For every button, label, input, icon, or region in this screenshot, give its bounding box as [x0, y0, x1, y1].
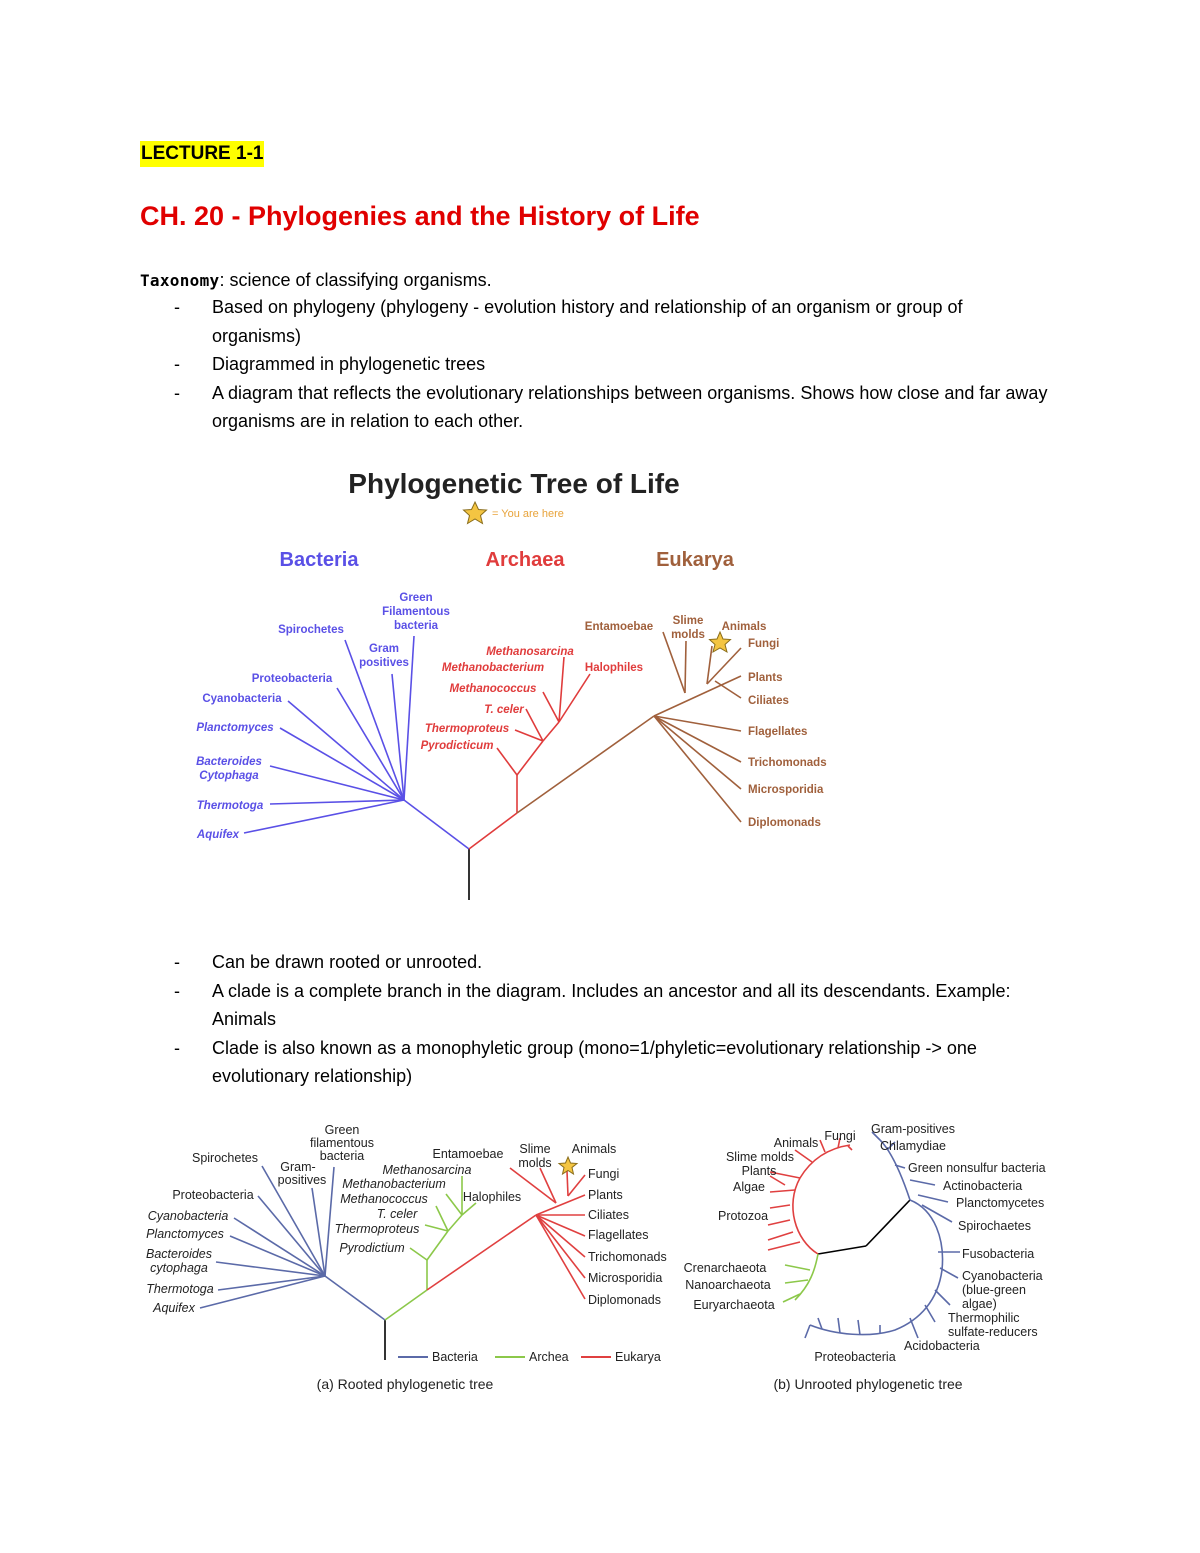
ut-cyanobacteria-2: (blue-green	[962, 1283, 1026, 1297]
ut-fusobacteria: Fusobacteria	[962, 1247, 1035, 1261]
tol-thermoproteus: Thermoproteus	[424, 723, 510, 735]
tol-flagellates: Flagellates	[748, 726, 808, 738]
dash-icon: -	[174, 980, 180, 1001]
rt-methanococcus: Methanococcus	[340, 1192, 428, 1206]
tol-gram-positives-1: Gram	[368, 643, 400, 655]
ut-acidobacteria: Acidobacteria	[904, 1339, 980, 1353]
ut-plants: Plants	[741, 1164, 777, 1178]
rt-green-filamentous-2: filamentous	[310, 1136, 374, 1150]
tol-t-celer: T. celer	[484, 704, 524, 716]
tol-proteobacteria: Proteobacteria	[251, 673, 333, 685]
dash-icon: -	[174, 354, 180, 374]
rt-t-celer: T. celer	[376, 1207, 418, 1221]
tol-ciliates: Ciliates	[748, 695, 789, 707]
rt-pyrodicticum: Pyrodictium	[339, 1241, 405, 1255]
rt-microsporidia: Microsporidia	[588, 1271, 663, 1285]
rt-thermoproteus: Thermoproteus	[334, 1222, 420, 1236]
ut-animals: Animals	[773, 1136, 819, 1150]
legend-archaea-label: Archea	[529, 1350, 569, 1364]
chapter-title: CH. 20 - Phylogenies and the History of Life	[140, 201, 700, 231]
rt-thermotoga: Thermotoga	[146, 1282, 214, 1296]
domain-archaea-label: Archaea	[485, 549, 565, 571]
rt-diplomonads: Diplomonads	[588, 1293, 661, 1307]
rt-gram-positives-1: Gram-	[280, 1160, 316, 1174]
tol-animals: Animals	[721, 621, 767, 633]
ut-cyanobacteria-1: Cyanobacteria	[962, 1269, 1043, 1283]
tol-halophiles: Halophiles	[584, 662, 644, 674]
rt-trichomonads: Trichomonads	[588, 1250, 667, 1264]
tol-planctomyces: Planctomyces	[196, 722, 274, 734]
rt-slime-molds-1: Slime	[519, 1142, 551, 1156]
tol-methanobacterium: Methanobacterium	[441, 662, 545, 674]
lecture-label: LECTURE 1-1	[140, 141, 264, 167]
ut-crenarchaeota: Crenarchaeota	[683, 1261, 767, 1275]
rt-fungi: Fungi	[588, 1167, 620, 1181]
dash-icon: -	[174, 952, 180, 972]
tol-entamoebae: Entamoebae	[584, 621, 654, 633]
rt-flagellates: Flagellates	[588, 1228, 649, 1242]
rt-aquifex: Aquifex	[153, 1301, 195, 1315]
ut-thermophilic-2: sulfate-reducers	[948, 1325, 1038, 1339]
rt-cyanobacteria: Cyanobacteria	[147, 1209, 229, 1223]
ut-gram-positives: Gram-positives	[870, 1122, 956, 1136]
tol-thermotoga: Thermotoga	[196, 800, 264, 812]
ut-actinobacteria: Actinobacteria	[943, 1179, 1023, 1193]
rt-gram-positives-2: positives	[277, 1173, 327, 1187]
rt-bacteroides-2: cytophaga	[150, 1261, 208, 1275]
rooted-caption: (a) Rooted phylogenetic tree	[316, 1376, 494, 1392]
ut-cyanobacteria-3: algae)	[962, 1297, 997, 1311]
dash-icon: -	[174, 1037, 180, 1058]
rt-spirochetes: Spirochetes	[191, 1151, 259, 1165]
ut-euryarchaeota: Euryarchaeota	[693, 1298, 775, 1312]
unrooted-archaea-branches	[783, 1254, 818, 1302]
ut-spirochaetes: Spirochaetes	[958, 1219, 1031, 1233]
ut-proteobacteria: Proteobacteria	[814, 1350, 896, 1364]
tol-green-filamentous-1: Green	[399, 592, 433, 604]
domain-eukarya-label: Eukarya	[656, 549, 734, 571]
list-item: - Diagrammed in phylogenetic trees	[140, 350, 1050, 379]
tol-gram-positives-2: positives	[359, 657, 409, 669]
list-item: - Can be drawn rooted or unrooted.	[140, 948, 1050, 977]
ut-nanoarchaeota: Nanoarchaeota	[685, 1278, 771, 1292]
rt-green-filamentous-1: Green	[324, 1123, 360, 1137]
tol-methanococcus: Methanococcus	[449, 683, 537, 695]
tol-green-filamentous-3: bacteria	[393, 620, 439, 632]
legend-eukarya-label: Eukarya	[615, 1350, 661, 1364]
rt-methanosarcina: Methanosarcina	[382, 1163, 472, 1177]
tol-diplomonads: Diplomonads	[748, 817, 821, 829]
ut-chlamydiae: Chlamydiae	[879, 1139, 947, 1153]
list-item: - Based on phylogeny (phylogeny - evolution history and relationship of an organism or group of organisms)	[140, 293, 1050, 350]
ut-algae: Algae	[733, 1180, 765, 1194]
ut-planctomycetes: Planctomycetes	[956, 1196, 1045, 1210]
dash-icon: -	[174, 297, 180, 317]
legend-bacteria-label: Bacteria	[432, 1350, 478, 1364]
you-are-here-label: = You are here	[492, 508, 564, 520]
ut-slime-molds: Slime molds	[725, 1150, 795, 1164]
rt-green-filamentous-3: bacteria	[319, 1149, 365, 1163]
tol-cyanobacteria: Cyanobacteria	[202, 693, 282, 705]
tol-trichomonads: Trichomonads	[748, 757, 827, 769]
rt-methanobacterium: Methanobacterium	[342, 1177, 446, 1191]
tol-bacteroides-2: Cytophaga	[199, 770, 259, 782]
ut-thermophilic-1: Thermophilic	[948, 1311, 1020, 1325]
list-item: - A clade is a complete branch in the diagram. Includes an ancestor and all its descendants. Example: Animals	[140, 977, 1050, 1034]
domain-bacteria-label: Bacteria	[279, 549, 359, 571]
tol-methanosarcina: Methanosarcina	[486, 646, 574, 658]
rt-ciliates: Ciliates	[588, 1208, 629, 1222]
rt-plants: Plants	[588, 1188, 623, 1202]
tree-title: Phylogenetic Tree of Life	[348, 468, 680, 499]
tol-pyrodicticum: Pyrodicticum	[420, 740, 494, 752]
rt-bacteroides-1: Bacteroides	[145, 1247, 213, 1261]
ut-green-nonsulfur: Green nonsulfur bacteria	[908, 1161, 1046, 1175]
rt-planctomyces: Planctomyces	[146, 1227, 224, 1241]
list-item: - Clade is also known as a monophyletic group (mono=1/phyletic=evolutionary relationship -> one evolutionary relationship)	[140, 1034, 1050, 1091]
unrooted-caption: (b) Unrooted phylogenetic tree	[773, 1376, 963, 1392]
unrooted-center-branch	[818, 1246, 866, 1254]
rt-halophiles: Halophiles	[462, 1190, 522, 1204]
dash-icon: -	[174, 382, 180, 403]
tol-bacteroides-1: Bacteroides	[196, 756, 262, 768]
rt-entamoebae: Entamoebae	[432, 1147, 504, 1161]
ut-protozoa: Protozoa	[717, 1209, 769, 1223]
tol-plants: Plants	[748, 672, 783, 684]
tol-spirochetes: Spirochetes	[278, 624, 344, 636]
rt-animals: Animals	[571, 1142, 617, 1156]
tol-fungi: Fungi	[748, 638, 780, 650]
taxonomy-term: Taxonomy	[140, 271, 220, 290]
rt-slime-molds-2: molds	[518, 1156, 552, 1170]
ut-fungi: Fungi	[824, 1129, 856, 1143]
tol-slime-molds-1: Slime	[672, 615, 704, 627]
list-item: - A diagram that reflects the evolutionary relationships between organisms. Shows how close and far away organisms are in relation to each other.	[140, 379, 1050, 436]
rt-proteobacteria: Proteobacteria	[172, 1188, 254, 1202]
tol-microsporidia: Microsporidia	[748, 784, 824, 796]
tol-green-filamentous-2: Filamentous	[382, 606, 450, 618]
tol-aquifex: Aquifex	[196, 829, 240, 841]
taxonomy-text: : science of classifying organisms.	[219, 270, 492, 290]
tol-slime-molds-2: molds	[671, 629, 705, 641]
